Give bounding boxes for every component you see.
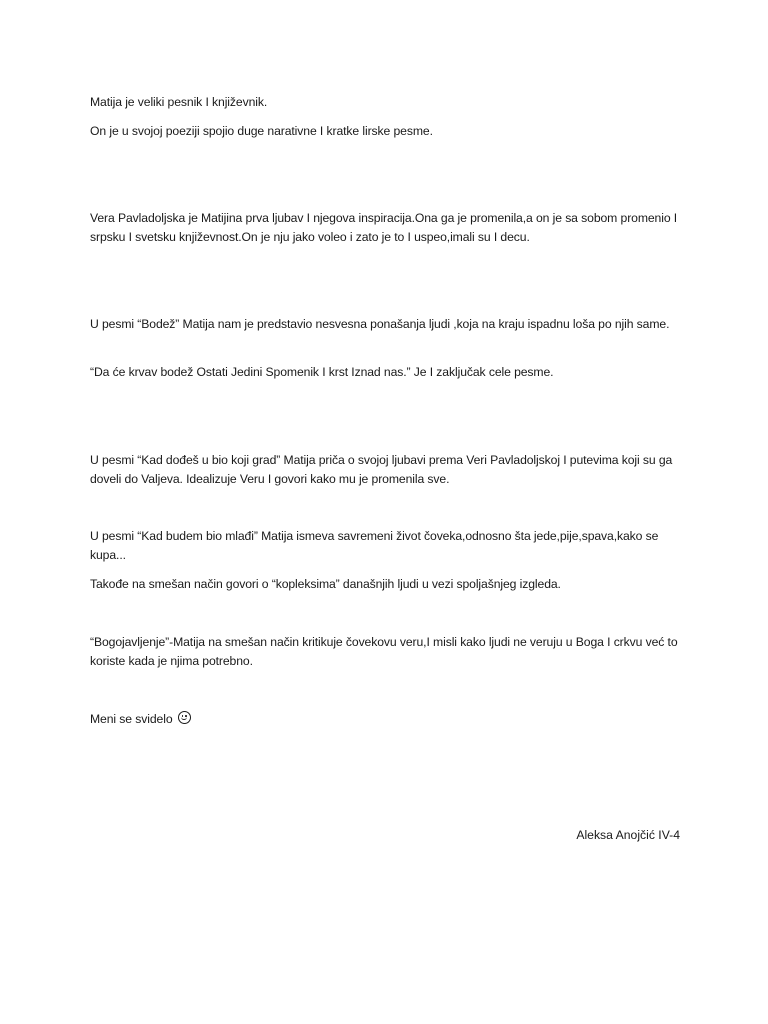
paragraph-1: Matija je veliki pesnik I književnik. (90, 95, 268, 109)
paragraph-2: On je u svojoj poeziji spojio duge narativne I kratke lirske pesme. (90, 124, 433, 138)
paragraph-7: U pesmi “Kad budem bio mlađi” Matija ismeva savremeni život čoveka,odnosno šta jede,pije,spava,kako se kupa... (90, 529, 659, 562)
paragraph-9: “Bogojavljenje”-Matija na smešan način kritikuje čovekovu veru,I misli kako ljudi ne veruju u Boga I crkvu već to koriste kada je njima potrebno. (90, 635, 678, 668)
paragraph-5: “Da će krvav bodež Ostati Jedini Spomenik I krst Iznad nas.” Je I zaključak cele pesme. (90, 365, 554, 379)
signature: Aleksa Anojčić IV-4 (576, 828, 680, 842)
paragraph-3: Vera Pavladoljska je Matijina prva ljubav I njegova inspiracija.Ona ga je promenila,a on je sa sobom promenio I srpsku I svetsku književnost.On je nju jako voleo i zato je to I uspeo,imali su I decu. (90, 211, 678, 244)
closing-remark: Meni se svidelo (90, 712, 173, 726)
paragraph-6: U pesmi “Kad dođeš u bio koji grad” Matija priča o svojoj ljubavi prema Veri Pavladoljskoj I putevima koji su ga doveli do Valjeva. Idealizuje Veru I govori kako mu je promenila sve. (90, 453, 673, 486)
paragraph-10 (90, 710, 690, 729)
paragraph-4: U pesmi “Bodež” Matija nam je predstavio nesvesna ponašanja ljudi ,koja na kraju ispadnu loša po njih same. (90, 317, 670, 331)
smiley-face-icon (178, 711, 191, 724)
paragraph-8: Takođe na smešan način govori o “kopleksima” današnjih ljudi u vezi spoljašnjeg izgleda. (90, 577, 561, 591)
